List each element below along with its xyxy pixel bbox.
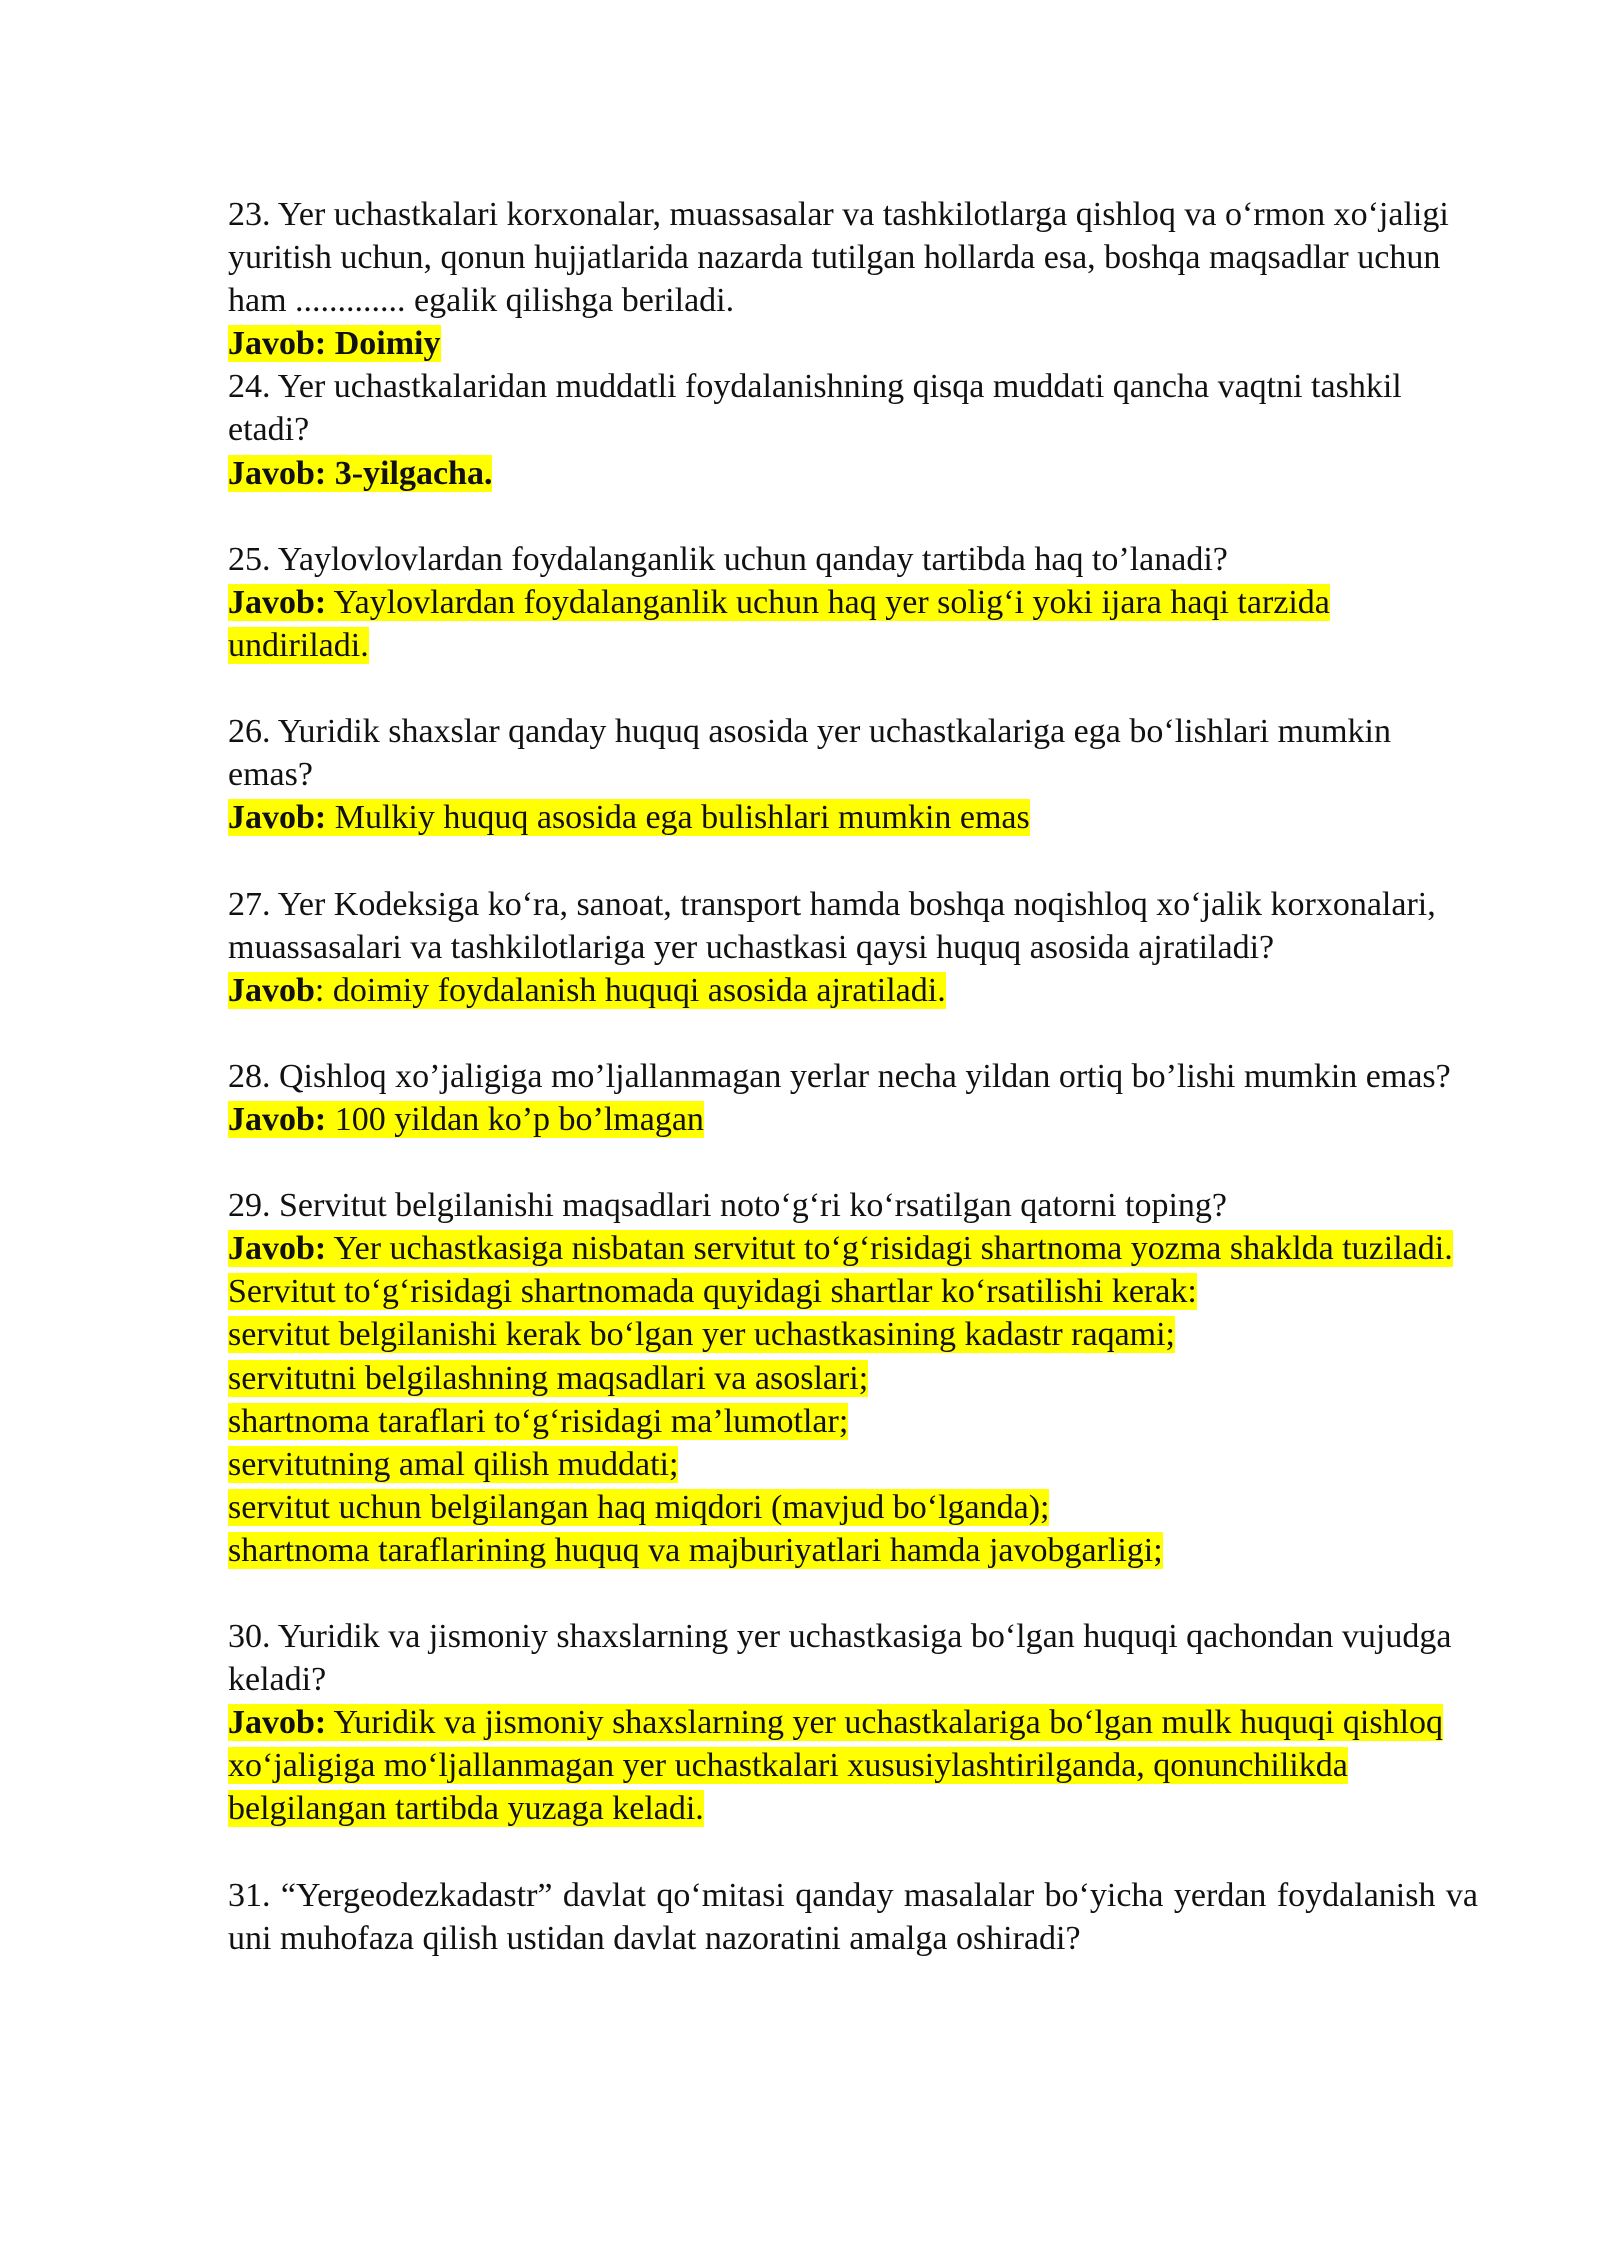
answer-29-detail [228,1486,1478,1529]
answer-29-text: Yer uchastkasiga nisbatan servitut to‘g‘risidagi shartnoma yozma shaklda tuziladi. [326,1230,1453,1268]
question-24: 24. Yer uchastkalaridan muddatli foydalanishning qisqa muddati qancha vaqtni tashkil etadi? [228,368,1402,449]
answer-29-detail-text: servitutni belgilashning maqsadlari va asoslari; [228,1359,869,1397]
answer-25-label: Javob: [228,583,327,621]
answer-30-text: Yuridik va jismoniy shaxslarning yer uchastkalariga bo‘lgan mulk huquqi qishloq xo‘jaligiga mo‘ljallanmagan yer uchastkalari xususiylashtirilganda, qonunchilikda belgilangan tartibda yuzaga keladi. [228,1704,1444,1828]
answer-30-label: Javob: [228,1704,327,1742]
answer-28-text: 100 yildan ko’p bo’lmagan [326,1100,704,1138]
question-26: 26. Yuridik shaxslar qanday huquq asosida yer uchastkalariga ega bo‘lishlari mumkin emas? [228,713,1391,794]
answer-28-label: Javob: [228,1100,327,1138]
answer-29-detail-text: servitut belgilanishi kerak bo‘lgan yer uchastkasining kadastr raqami; [228,1316,1176,1354]
spacer [228,1141,1478,1184]
spacer [228,1012,1478,1055]
answer-29-detail [228,1357,1478,1400]
question-30: 30. Yuridik va jismoniy shaxslarning yer uchastkasiga bo‘lgan huquqi qachondan vujudga keladi? [228,1618,1452,1699]
answer-27-text: : doimiy foydalanish huquqi asosida ajratiladi. [314,971,946,1009]
answer-29-label: Javob: [228,1230,327,1268]
question-28: 28. Qishloq xo’jaligiga mo’ljallanmagan yerlar necha yildan ortiq bo’lishi mumkin emas? [228,1057,1451,1095]
spacer [228,1572,1478,1615]
question-27: 27. Yer Kodeksiga ko‘ra, sanoat, transport hamda boshqa noqishloq xo‘jalik korxonalari, muassasalari va tashkilotlariga yer uchastkasi qaysi huquq asosida ajratiladi? [228,885,1436,966]
answer-29 [228,1227,1478,1270]
document-page [228,193,1478,1960]
question-23: 23. Yer uchastkalari korxonalar, muassasalar va tashkilotlarga qishloq va o‘rmon xo‘jaligi yuritish uchun, qonun hujjatlarida nazarda tutilgan hollarda esa, boshqa maqsadlar uchun ham ............. egalik qilishga beriladi. [228,196,1449,320]
answer-26-text: Mulkiy huquq asosida ega bulishlari mumkin emas [326,799,1030,837]
answer-23-text: Javob: Doimiy [228,325,441,363]
answer-29-detail [228,1313,1478,1356]
answer-27 [228,969,1478,1012]
answer-25-text: Yaylovlardan foydalanganlik uchun haq yer solig‘i yoki ijara haqi tarzida undiriladi. [228,583,1330,664]
answer-28 [228,1098,1478,1141]
answer-29-detail-text: Servitut to‘g‘risidagi shartnomada quyidagi shartlar ko‘rsatilishi kerak: [228,1273,1197,1311]
answer-26 [228,796,1478,839]
spacer [228,667,1478,710]
answer-29-detail-text: shartnoma taraflari to‘g‘risidagi ma’lumotlar; [228,1402,849,1440]
answer-29-detail-text: servitut uchun belgilangan haq miqdori (mavjud bo‘lganda); [228,1488,1050,1526]
answer-23 [228,322,1478,365]
answer-29-detail [228,1529,1478,1572]
spacer [228,839,1478,882]
answer-29-detail-text: servitutning amal qilish muddati; [228,1445,679,1483]
answer-30 [228,1701,1478,1830]
answer-29-detail [228,1400,1478,1443]
answer-24 [228,452,1478,495]
question-29: 29. Servitut belgilanishi maqsadlari noto‘g‘ri ko‘rsatilgan qatorni toping? [228,1187,1228,1225]
question-31: 31. “Yergeodezkadastr” davlat qo‘mitasi qanday masalalar bo‘yicha yerdan foydalanish va uni muhofaza qilish ustidan davlat nazoratini amalga oshiradi? [228,1876,1478,1957]
spacer [228,1831,1478,1874]
question-25: 25. Yaylovlovlardan foydalanganlik uchun qanday tartibda haq to’lanadi? [228,540,1228,578]
answer-29-detail [228,1443,1478,1486]
answer-29-detail [228,1270,1478,1313]
answer-25 [228,581,1478,667]
answer-26-label: Javob: [228,799,327,837]
spacer [228,495,1478,538]
answer-24-text: Javob: 3-yilgacha. [228,454,493,492]
answer-27-label: Javob [228,971,315,1009]
answer-29-detail-text: shartnoma taraflarining huquq va majburiyatlari hamda javobgarligi; [228,1531,1163,1569]
